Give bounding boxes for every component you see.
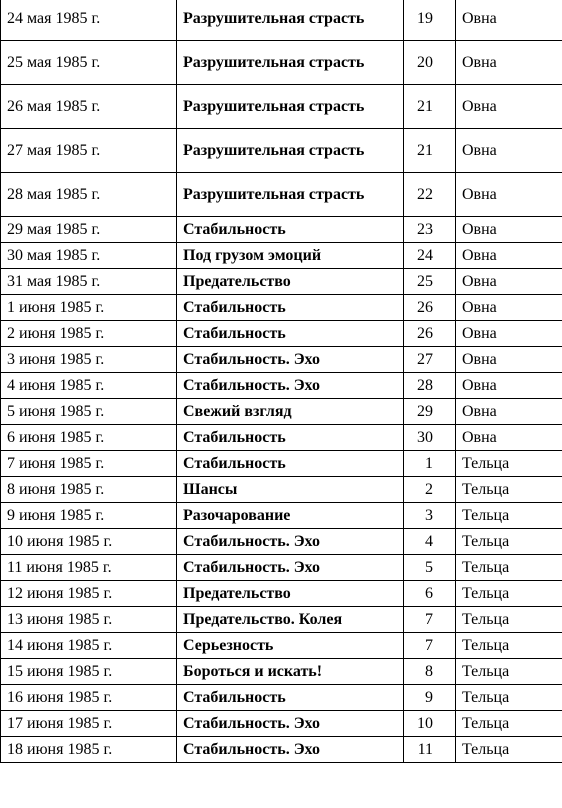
sign-cell: Тельца [456,503,562,529]
table-row [1,321,562,347]
sign-cell: Тельца [456,659,562,685]
table-row [1,129,562,173]
table-row [1,607,562,633]
number-cell: 23 [404,217,456,243]
sign-cell: Тельца [456,633,562,659]
sign-cell: Овна [456,399,562,425]
number-cell: 2 [404,477,456,503]
number-cell: 20 [404,41,456,85]
description-cell: Стабильность. Эхо [177,529,404,555]
description-cell: Шансы [177,477,404,503]
number-cell: 22 [404,173,456,217]
date-cell: 8 июня 1985 г. [1,477,177,503]
date-cell: 9 июня 1985 г. [1,503,177,529]
description-cell: Серьезность [177,633,404,659]
date-cell: 7 июня 1985 г. [1,451,177,477]
table-row [1,503,562,529]
number-cell: 21 [404,129,456,173]
table-row [1,85,562,129]
date-cell: 4 июня 1985 г. [1,373,177,399]
date-cell: 14 июня 1985 г. [1,633,177,659]
sign-cell: Овна [456,321,562,347]
sign-cell: Тельца [456,477,562,503]
sign-cell: Тельца [456,607,562,633]
number-cell: 25 [404,269,456,295]
sign-cell: Тельца [456,529,562,555]
table-row [1,711,562,737]
sign-cell: Тельца [456,711,562,737]
table-row [1,217,562,243]
date-cell: 30 мая 1985 г. [1,243,177,269]
number-cell: 27 [404,347,456,373]
sign-cell: Тельца [456,451,562,477]
number-cell: 26 [404,321,456,347]
description-cell: Свежий взгляд [177,399,404,425]
description-cell: Бороться и искать! [177,659,404,685]
sign-cell: Тельца [456,737,562,763]
date-cell: 25 мая 1985 г. [1,41,177,85]
sign-cell: Овна [456,425,562,451]
date-cell: 26 мая 1985 г. [1,85,177,129]
table-row [1,295,562,321]
date-cell: 17 июня 1985 г. [1,711,177,737]
table-row [1,347,562,373]
description-cell: Разрушительная страсть [177,41,404,85]
number-cell: 9 [404,685,456,711]
table-row [1,173,562,217]
number-cell: 26 [404,295,456,321]
table-row [1,737,562,763]
number-cell: 24 [404,243,456,269]
date-cell: 29 мая 1985 г. [1,217,177,243]
sign-cell: Овна [456,347,562,373]
sign-cell: Овна [456,41,562,85]
table-row [1,451,562,477]
table-row [1,41,562,85]
number-cell: 7 [404,607,456,633]
table-row [1,269,562,295]
description-cell: Стабильность [177,685,404,711]
sign-cell: Овна [456,269,562,295]
date-cell: 10 июня 1985 г. [1,529,177,555]
description-cell: Стабильность. Эхо [177,373,404,399]
sign-cell: Овна [456,129,562,173]
sign-cell: Овна [456,0,562,41]
date-cell: 16 июня 1985 г. [1,685,177,711]
table-row [1,685,562,711]
number-cell: 19 [404,0,456,41]
table-row [1,399,562,425]
description-cell: Стабильность. Эхо [177,555,404,581]
date-cell: 31 мая 1985 г. [1,269,177,295]
description-cell: Разрушительная страсть [177,0,404,41]
date-cell: 3 июня 1985 г. [1,347,177,373]
date-cell: 11 июня 1985 г. [1,555,177,581]
description-cell: Предательство [177,269,404,295]
date-cell: 12 июня 1985 г. [1,581,177,607]
description-cell: Разрушительная страсть [177,129,404,173]
table-row [1,0,562,41]
description-cell: Стабильность [177,425,404,451]
date-cell: 6 июня 1985 г. [1,425,177,451]
description-cell: Разрушительная страсть [177,173,404,217]
number-cell: 5 [404,555,456,581]
sign-cell: Тельца [456,685,562,711]
number-cell: 7 [404,633,456,659]
date-cell: 18 июня 1985 г. [1,737,177,763]
sign-cell: Тельца [456,555,562,581]
description-cell: Под грузом эмоций [177,243,404,269]
description-cell: Разрушительная страсть [177,85,404,129]
table-row [1,243,562,269]
number-cell: 29 [404,399,456,425]
sign-cell: Овна [456,217,562,243]
sign-cell: Тельца [456,581,562,607]
table-row [1,659,562,685]
sign-cell: Овна [456,173,562,217]
table-row [1,529,562,555]
number-cell: 28 [404,373,456,399]
date-cell: 27 мая 1985 г. [1,129,177,173]
description-cell: Стабильность [177,451,404,477]
description-cell: Стабильность [177,295,404,321]
sign-cell: Овна [456,85,562,129]
table-row [1,477,562,503]
number-cell: 10 [404,711,456,737]
number-cell: 3 [404,503,456,529]
description-cell: Стабильность [177,321,404,347]
date-cell: 13 июня 1985 г. [1,607,177,633]
description-cell: Предательство. Колея [177,607,404,633]
number-cell: 1 [404,451,456,477]
date-cell: 28 мая 1985 г. [1,173,177,217]
date-cell: 24 мая 1985 г. [1,0,177,41]
number-cell: 21 [404,85,456,129]
table-row [1,425,562,451]
schedule-table-body [1,0,562,763]
date-cell: 5 июня 1985 г. [1,399,177,425]
sign-cell: Овна [456,373,562,399]
description-cell: Стабильность. Эхо [177,347,404,373]
number-cell: 11 [404,737,456,763]
number-cell: 30 [404,425,456,451]
table-row [1,555,562,581]
table-row [1,581,562,607]
number-cell: 4 [404,529,456,555]
description-cell: Разочарование [177,503,404,529]
description-cell: Стабильность. Эхо [177,737,404,763]
number-cell: 8 [404,659,456,685]
date-cell: 2 июня 1985 г. [1,321,177,347]
table-row [1,373,562,399]
date-cell: 15 июня 1985 г. [1,659,177,685]
table-row [1,633,562,659]
sign-cell: Овна [456,243,562,269]
description-cell: Стабильность. Эхо [177,711,404,737]
date-cell: 1 июня 1985 г. [1,295,177,321]
description-cell: Предательство [177,581,404,607]
sign-cell: Овна [456,295,562,321]
description-cell: Стабильность [177,217,404,243]
number-cell: 6 [404,581,456,607]
